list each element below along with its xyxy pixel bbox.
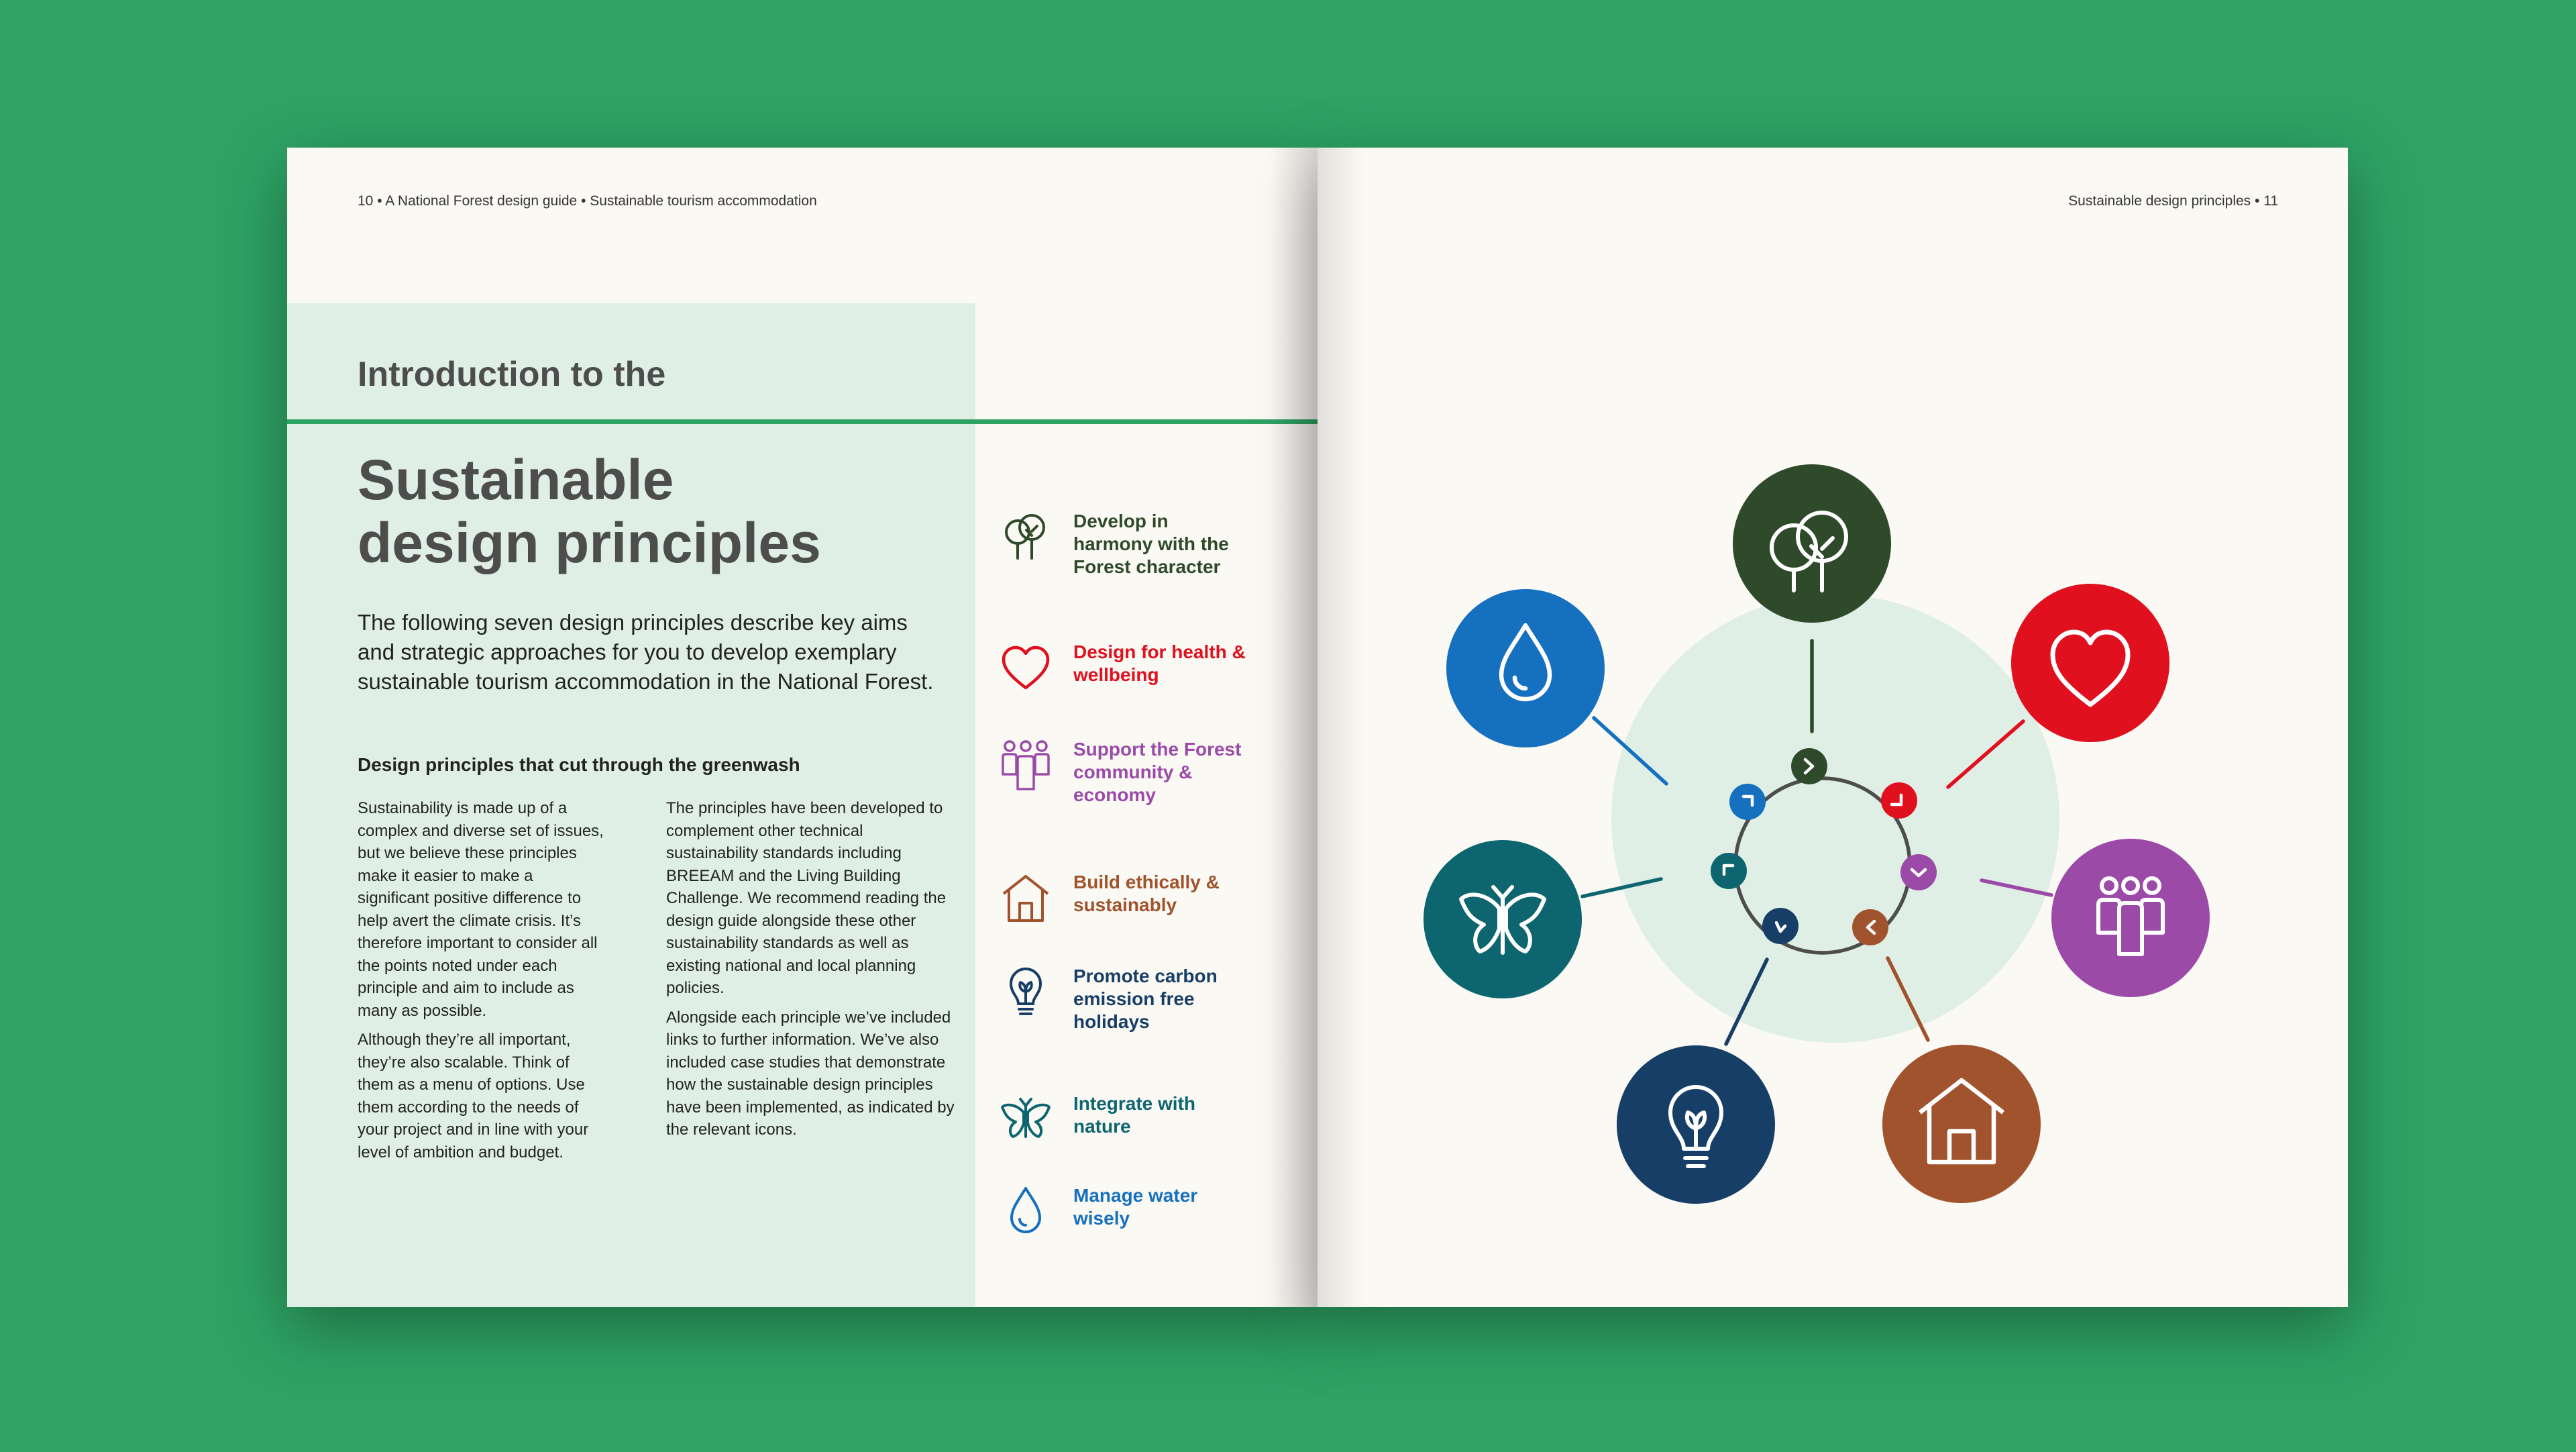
body-paragraph: Sustainability is made up of a complex and diverse set of issues, but we believe these principles make it easier to make a significant positive difference to help avert the climate crisis. It’s therefore important to consider all the points noted under each principle and aim to include as many as possible. [358, 799, 604, 1020]
principle-label: Support the Forest community & economy [1073, 739, 1242, 805]
principles-diagram [1318, 148, 2348, 1307]
left-page [287, 148, 1318, 1307]
circle-health [2011, 584, 2169, 742]
circle-water [1446, 589, 1605, 747]
node-community [1900, 854, 1937, 890]
house-icon [998, 871, 1053, 926]
body-paragraph: Although they’re all important, they’re also scalable. Think of them as a menu of options. Use them according to the needs of your project and in line with your level of ambition and budget. [358, 1031, 589, 1161]
intro-label: Introduction to the [358, 355, 666, 394]
circle-forest [1733, 464, 1891, 623]
principle-label: Build ethically & sustainably [1073, 872, 1220, 915]
right-page [1318, 148, 2348, 1307]
trees-icon [998, 510, 1053, 565]
people-icon [998, 738, 1053, 793]
subheading: Design principles that cut through the greenwash [358, 754, 800, 775]
principle-label: Integrate with nature [1073, 1093, 1196, 1137]
running-head-left: 10 • A National Forest design guide • Sustainable tourism accommodation [358, 193, 817, 209]
principle-label: Promote carbon emission free holidays [1073, 966, 1218, 1032]
running-head-right: Sustainable design principles • 11 [2068, 193, 2278, 209]
body-column-2 [666, 797, 955, 1148]
lightbulb-icon [998, 965, 1053, 1020]
lead-paragraph: The following seven design principles describe key aims and strategic approaches for you to develop exemplary sustainable tourism accommodation in the National Forest. [358, 610, 934, 694]
principle-label: Design for health & wellbeing [1073, 641, 1246, 685]
heart-icon [998, 641, 1053, 696]
page-title [358, 448, 948, 574]
green-divider [287, 419, 1318, 424]
circle-build [1882, 1045, 2041, 1203]
principle-label: Manage water wisely [1073, 1185, 1198, 1229]
book-spread [287, 148, 2348, 1307]
node-nature [1711, 853, 1747, 889]
node-build [1852, 909, 1888, 945]
body-paragraph: Alongside each principle we’ve included links to further information. We’ve also included case studies that demonstrate how the sustainable design principles have been implemented, as indicated by the relevant icons. [666, 1008, 955, 1139]
node-health [1881, 782, 1917, 819]
node-water [1729, 784, 1766, 820]
body-paragraph: The principles have been developed to complement other technical sustainability standards including BREEAM and the Living Building Challenge. We recommend reading the design guide alongside these other sustainability standards as well as existing national and local planning policies. [666, 799, 947, 997]
node-carbon [1762, 908, 1799, 944]
node-forest [1791, 748, 1827, 784]
butterfly-icon [998, 1092, 1053, 1147]
title-line-2: design principles [358, 511, 821, 574]
principle-label: Develop in harmony with the Forest character [1073, 511, 1229, 577]
diagram-background-disc [1611, 594, 2059, 1043]
water-drop-icon [998, 1184, 1053, 1239]
title-line-1: Sustainable [358, 448, 674, 511]
body-column-1 [358, 797, 606, 1170]
